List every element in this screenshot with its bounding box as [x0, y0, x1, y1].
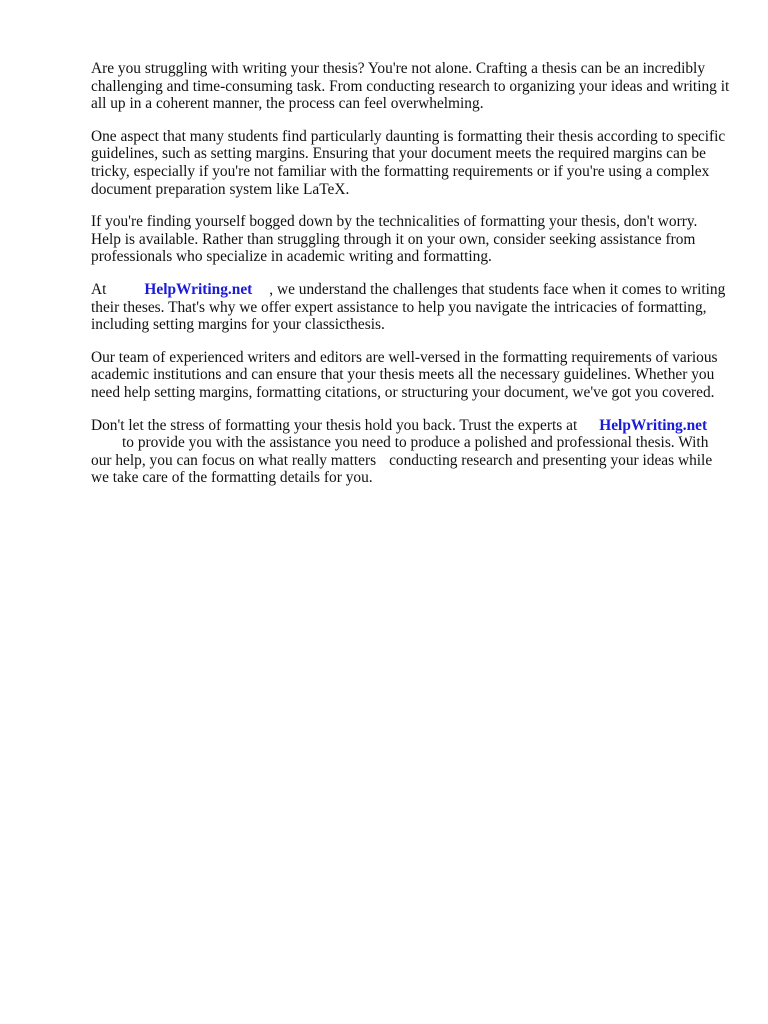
paragraph-text: to provide you with the assistance you need to produce a polished and professional thesis. With our help, you can focus on what really matters	[91, 434, 709, 469]
paragraph-text: At	[91, 280, 107, 298]
paragraph-text: , we understand the challenges that students face when it comes to writing their theses. That's why we offer expert assistance to help you navigate the intricacies of formatting, including setting margins for your classicthesis.	[91, 280, 726, 334]
paragraph-text: conducting research and presenting your ideas while we take care of the formatting details for you.	[91, 451, 713, 487]
paragraph-intro: Are you struggling with writing your thesis? You're not alone. Crafting a thesis can be an incredibly challenging and time-consuming task. From conducting research to organizing your ideas and writing it all up in a coherent manner, the process can feel overwhelming.	[91, 60, 730, 113]
paragraph-team: Our team of experienced writers and editors are well-versed in the formatting requirements of various academic institutions and can ensure that your thesis meets all the necessary guidelines. Whether you need help setting margins, formatting citations, or structuring your document, we've got you covered.	[91, 348, 718, 401]
paragraph-margins: One aspect that many students find particularly daunting is formatting their thesis according to specific guidelines, such as setting margins. Ensuring that your document meets the required margins can be tricky, especially if you're not familiar with the formatting requirements or if you're using a complex document preparation system like LaTeX.	[91, 127, 726, 198]
helpwriting-link[interactable]: HelpWriting.net	[599, 416, 708, 434]
paragraph-text: Don't let the stress of formatting your thesis hold you back. Trust the experts at	[91, 416, 578, 434]
paragraph-help-available: If you're finding yourself bogged down by the technicalities of formatting your thesis, don't worry. Help is available. Rather than struggling through it on your own, consider seeking assistance from professionals who specialize in academic writing and formatting.	[91, 213, 698, 266]
document-page	[91, 60, 731, 502]
paragraph-helpwriting-intro	[91, 281, 731, 334]
paragraph-call-to-action	[91, 417, 731, 487]
helpwriting-link[interactable]: HelpWriting.net	[144, 280, 253, 298]
